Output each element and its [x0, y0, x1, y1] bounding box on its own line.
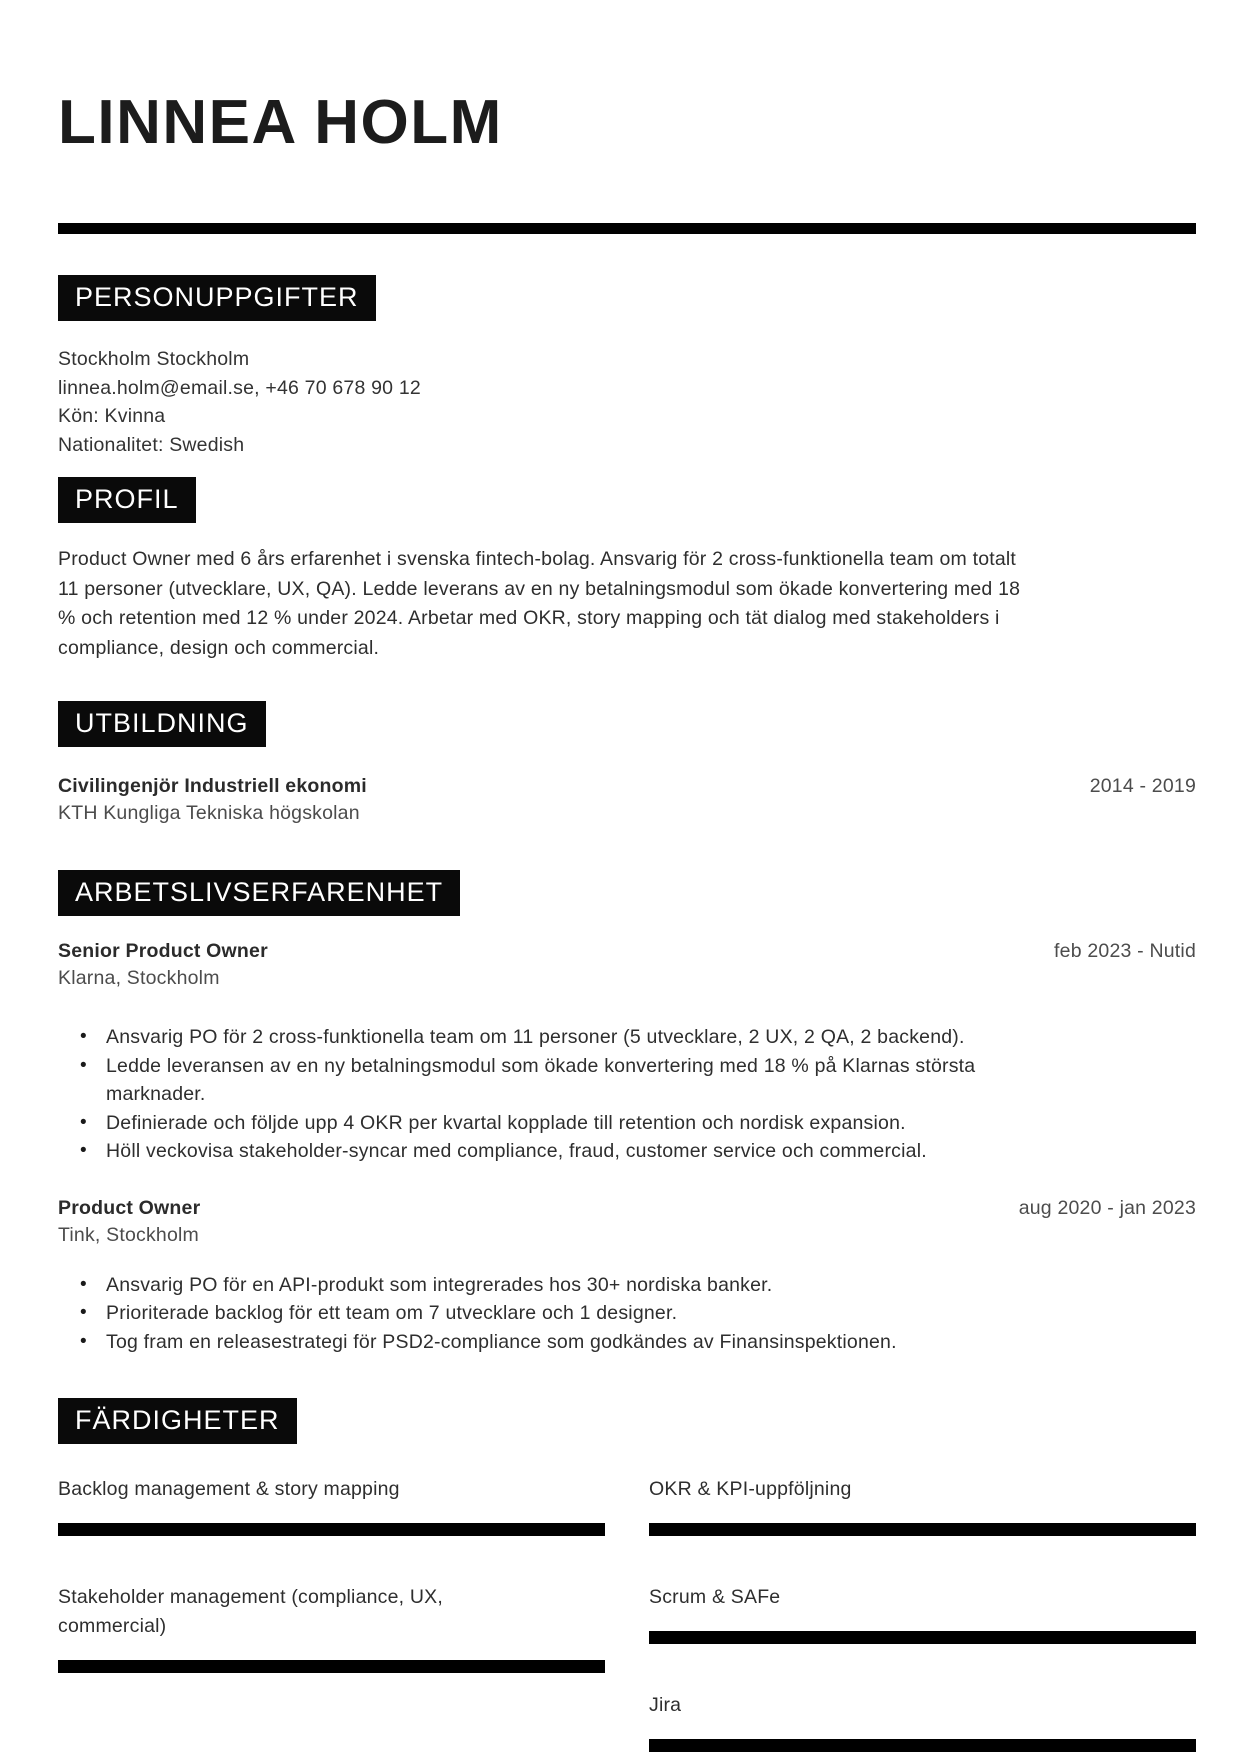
- job-bullet: • Ledde leveransen av en ny betalningsmodul som ökade konvertering med 18 % på Klarnas största marknader.: [58, 1052, 1048, 1109]
- skills-grid: [58, 1475, 1196, 1754]
- skill-item: [649, 1691, 1196, 1752]
- job-dates: feb 2023 - Nutid: [1054, 940, 1196, 962]
- section-title-profile: PROFIL: [58, 477, 196, 523]
- job-bullet: • Definierade och följde upp 4 OKR per kvartal kopplade till retention och nordisk expansion.: [58, 1109, 1048, 1138]
- job-role: Senior Product Owner: [58, 940, 268, 962]
- job-entry: [58, 938, 1196, 992]
- section-personal: [58, 234, 1196, 459]
- header-divider: [58, 223, 1196, 234]
- skill-item: [58, 1475, 605, 1536]
- skill-label: Backlog management & story mapping: [58, 1478, 400, 1500]
- candidate-name: LINNEA HOLM: [58, 88, 503, 157]
- skill-label: Jira: [649, 1694, 682, 1716]
- skill-level-bar: [58, 1660, 605, 1673]
- profile-summary: Product Owner med 6 års erfarenhet i svenska fintech-bolag. Ansvarig för 2 cross-funktionella team om totalt 11 personer (utvecklare, UX, QA). Ledde leverans av en ny betalningsmodul som ökade konvertering med 18 % och retention med 12 % under 2024. Arbetar med OKR, story mapping och tät dialog med stakeholders i compliance, design och commercial.: [58, 548, 1021, 659]
- skill-level-bar: [649, 1631, 1196, 1644]
- skills-column-left: [58, 1475, 605, 1754]
- skill-level-bar: [649, 1523, 1196, 1536]
- job-entry-row: [58, 1195, 1196, 1222]
- contact-block: [58, 345, 1196, 459]
- skill-label: Stakeholder management (compliance, UX, commercial): [58, 1586, 443, 1637]
- skill-item: [649, 1583, 1196, 1644]
- job-role: Product Owner: [58, 1196, 201, 1219]
- section-title-experience: ARBETSLIVSERFARENHET: [58, 870, 460, 916]
- skill-item: [58, 1583, 605, 1673]
- job-entry: [58, 1195, 1196, 1249]
- skill-level-bar: [649, 1739, 1196, 1752]
- job-bullet: • Ansvarig PO för en API-produkt som integrerades hos 30+ nordiska banker.: [58, 1271, 1048, 1300]
- job-bullet: • Höll veckovisa stakeholder-syncar med compliance, fraud, customer service och commercial.: [58, 1137, 1048, 1166]
- job-company: Klarna, Stockholm: [58, 967, 220, 989]
- job-entry-row: [58, 938, 1196, 965]
- skill-item: [649, 1475, 1196, 1536]
- education-school: KTH Kungliga Tekniska högskolan: [58, 802, 360, 824]
- contact-line: Stockholm Stockholm: [58, 348, 250, 370]
- job-company: Tink, Stockholm: [58, 1223, 199, 1246]
- education-entry: [58, 773, 1196, 827]
- job-bullet-list: [58, 1023, 1196, 1166]
- education-dates: 2014 - 2019: [1089, 775, 1196, 797]
- section-title-personal: PERSONUPPGIFTER: [58, 275, 376, 321]
- contact-line: Nationalitet: Swedish: [58, 433, 245, 456]
- section-skills: [58, 1356, 1196, 1754]
- job-bullet: • Ansvarig PO för 2 cross-funktionella team om 11 personer (5 utvecklare, 2 UX, 2 QA, 2 backend).: [58, 1023, 1048, 1052]
- section-title-skills: FÄRDIGHETER: [58, 1398, 297, 1444]
- job-bullet: • Prioriterade backlog för ett team om 7 utvecklare och 1 designer.: [58, 1299, 1048, 1328]
- job-bullet-list: [58, 1271, 1196, 1357]
- skill-level-bar: [58, 1523, 605, 1536]
- skill-label: Scrum & SAFe: [649, 1586, 781, 1608]
- contact-line: linnea.holm@email.se, +46 70 678 90 12: [58, 376, 421, 399]
- section-profile: [58, 459, 1196, 663]
- section-title-education: UTBILDNING: [58, 701, 266, 747]
- education-degree: Civilingenjör Industriell ekonomi: [58, 775, 367, 797]
- job-dates: aug 2020 - jan 2023: [1018, 1196, 1196, 1219]
- job-bullet: • Tog fram en releasestrategi för PSD2-compliance som godkändes av Finansinspektionen.: [58, 1328, 1048, 1357]
- section-experience: [58, 827, 1196, 1356]
- section-education: [58, 663, 1196, 827]
- education-entry-row: [58, 773, 1196, 800]
- skills-column-right: [649, 1475, 1196, 1754]
- skill-label: OKR & KPI-uppföljning: [649, 1478, 852, 1500]
- contact-line: Kön: Kvinna: [58, 405, 166, 427]
